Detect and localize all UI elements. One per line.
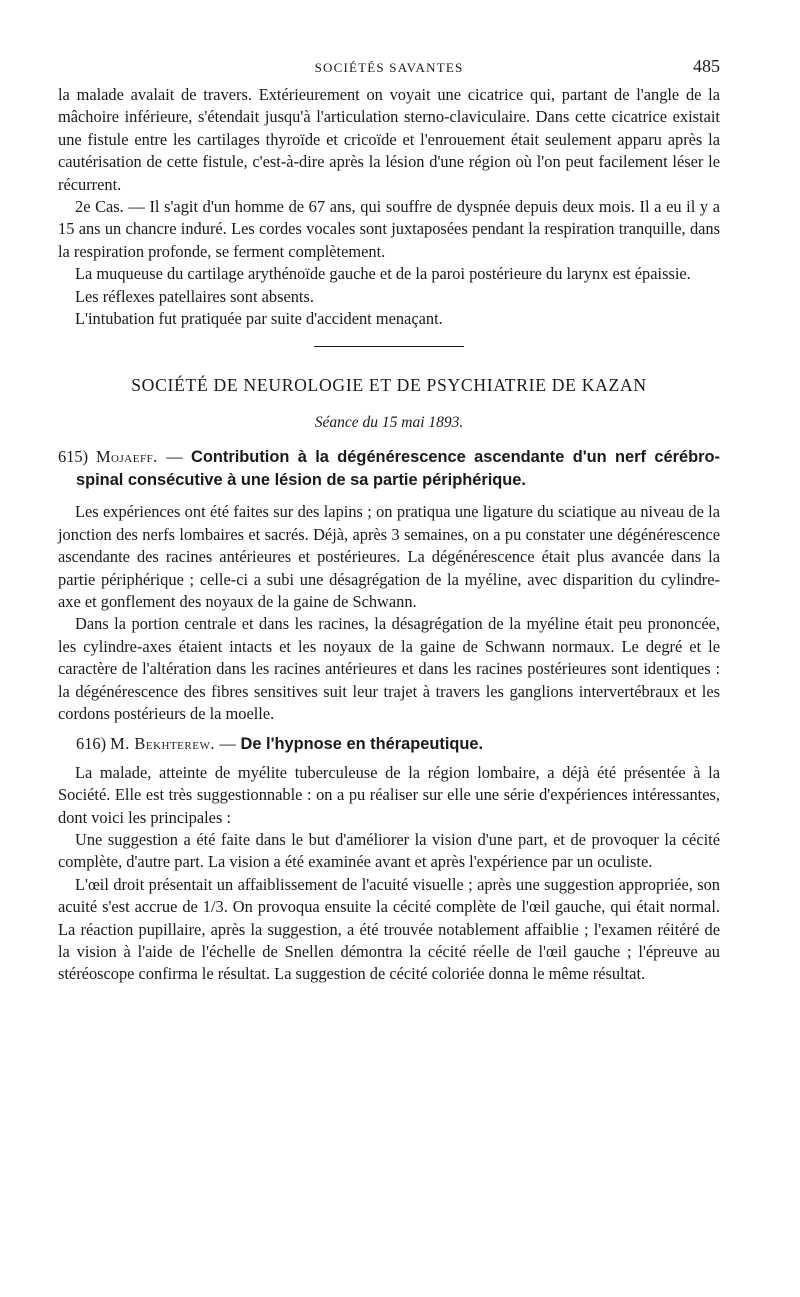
entry-616-number: 616)	[76, 734, 107, 754]
case-2-paragraph	[58, 196, 720, 263]
continued-paragraph-3: La muqueuse du cartilage arythénoïde gauche et de la paroi postérieure du larynx est épaissie.	[75, 264, 691, 284]
entry-616-paragraph-2: Une suggestion a été faite dans le but d'améliorer la vision d'une part, et de provoquer la cécité complète, d'autre part. La vision a été examinée avant et après l'expérience par un oculiste.	[58, 829, 720, 872]
entry-616-paragraph-3: L'œil droit présentait un affaiblissement de l'acuité visuelle ; après une suggestion appropriée, son acuité s'est accrue de 1/3. On provoqua ensuite la cécité complète de l'œil gauche, qui était normal. La réaction pupillaire, après la suggestion, a été trouvée notablement affaiblie ; l'examen réitéré de la vision à l'aide de l'échelle de Snellen démontra la cécité réelle de l'œil gauche ; l'épreuve au stéréoscope confirma le résultat. La suggestion de cécité coloriée donna le même résultat.	[58, 874, 720, 984]
continued-paragraph-4: Les réflexes patellaires sont absents.	[75, 286, 314, 306]
entry-616-author: M. Bekhterew. —	[110, 734, 237, 754]
page-number: 485	[693, 56, 720, 76]
entry-616-title: De l'hypnose en thérapeutique.	[240, 735, 484, 754]
case-2-text: Il s'agit d'un homme de 67 ans, qui souffre de dyspnée depuis deux mois. Il a eu il y a 15 ans un chancre induré. Les cordes vocales sont juxtaposées pendant la respiration tranquille, dans la respiration profonde, se ferment complètement.	[58, 197, 721, 261]
society-heading: SOCIÉTÉ DE NEUROLOGIE ET DE PSYCHIATRIE DE KAZAN	[131, 375, 647, 396]
entry-615-author: Mojaeff. —	[95, 447, 184, 467]
running-title: SOCIÉTÉS SAVANTES	[314, 60, 464, 75]
page-content	[58, 50, 720, 986]
continued-paragraph-5: L'intubation fut pratiquée par suite d'accident menaçant.	[75, 309, 443, 329]
entry-616-paragraph-1: La malade, atteinte de myélite tuberculeuse de la région lombaire, a déjà été présentée à la Société. Elle est très suggestionnable : on a pu réaliser sur elle une série d'expériences intéressantes, dont voici les principales :	[58, 762, 720, 827]
running-header	[58, 50, 720, 84]
seance-date: Séance du 15 mai 1893.	[314, 414, 464, 432]
entry-616-heading	[58, 733, 720, 755]
entry-615-paragraph-1: Les expériences ont été faites sur des lapins ; on pratiqua une ligature du sciatique au niveau de la jonction des nerfs lombaires et sacrés. Déjà, après 3 semaines, on a pu constater une dégénérescence ascendante des racines antérieures et postérieures. La dégénérescence était plus avancée dans la partie périphérique ; celle-ci a subi une désagrégation de la myéline, avec disparition du cylindre-axe et gonflement des noyaux de la gaine de Schwann.	[58, 502, 720, 611]
section-divider	[314, 346, 464, 347]
case-2-marker: 2e Cas. —	[75, 197, 145, 217]
entry-615-title: Contribution à la dégénérescence ascendante d'un nerf cérébro-spinal consécutive à une lésion de sa partie périphérique.	[76, 448, 720, 489]
entry-615-heading	[58, 446, 720, 491]
entry-615-number: 615)	[58, 447, 89, 467]
entry-615-paragraph-2: Dans la portion centrale et dans les racines, la désagrégation de la myéline était peu prononcée, les cylindre-axes étaient intacts et les noyaux de la gaine de Schwann normaux. Le degré et le caractère de l'altération dans les racines antérieures et dans les racines postérieures sont identiques : la dégénérescence des fibres sensitives suit leur trajet à travers les ganglions intervertébraux et les cordons postérieurs de la moelle.	[58, 614, 720, 723]
continued-paragraph-1: la malade avalait de travers. Extérieurement on voyait une cicatrice qui, partant de l'angle de la mâchoire inférieure, s'étendait jusqu'à l'articulation sterno-claviculaire. Dans cette cicatrice existait une fistule entre les cartilages thyroïde et cricoïde et l'enrouement était seulement apparu après la cautérisation de cette fistule, c'est-à-dire après la lésion d'une région où l'on peut facilement léser le récurrent.	[58, 85, 720, 194]
